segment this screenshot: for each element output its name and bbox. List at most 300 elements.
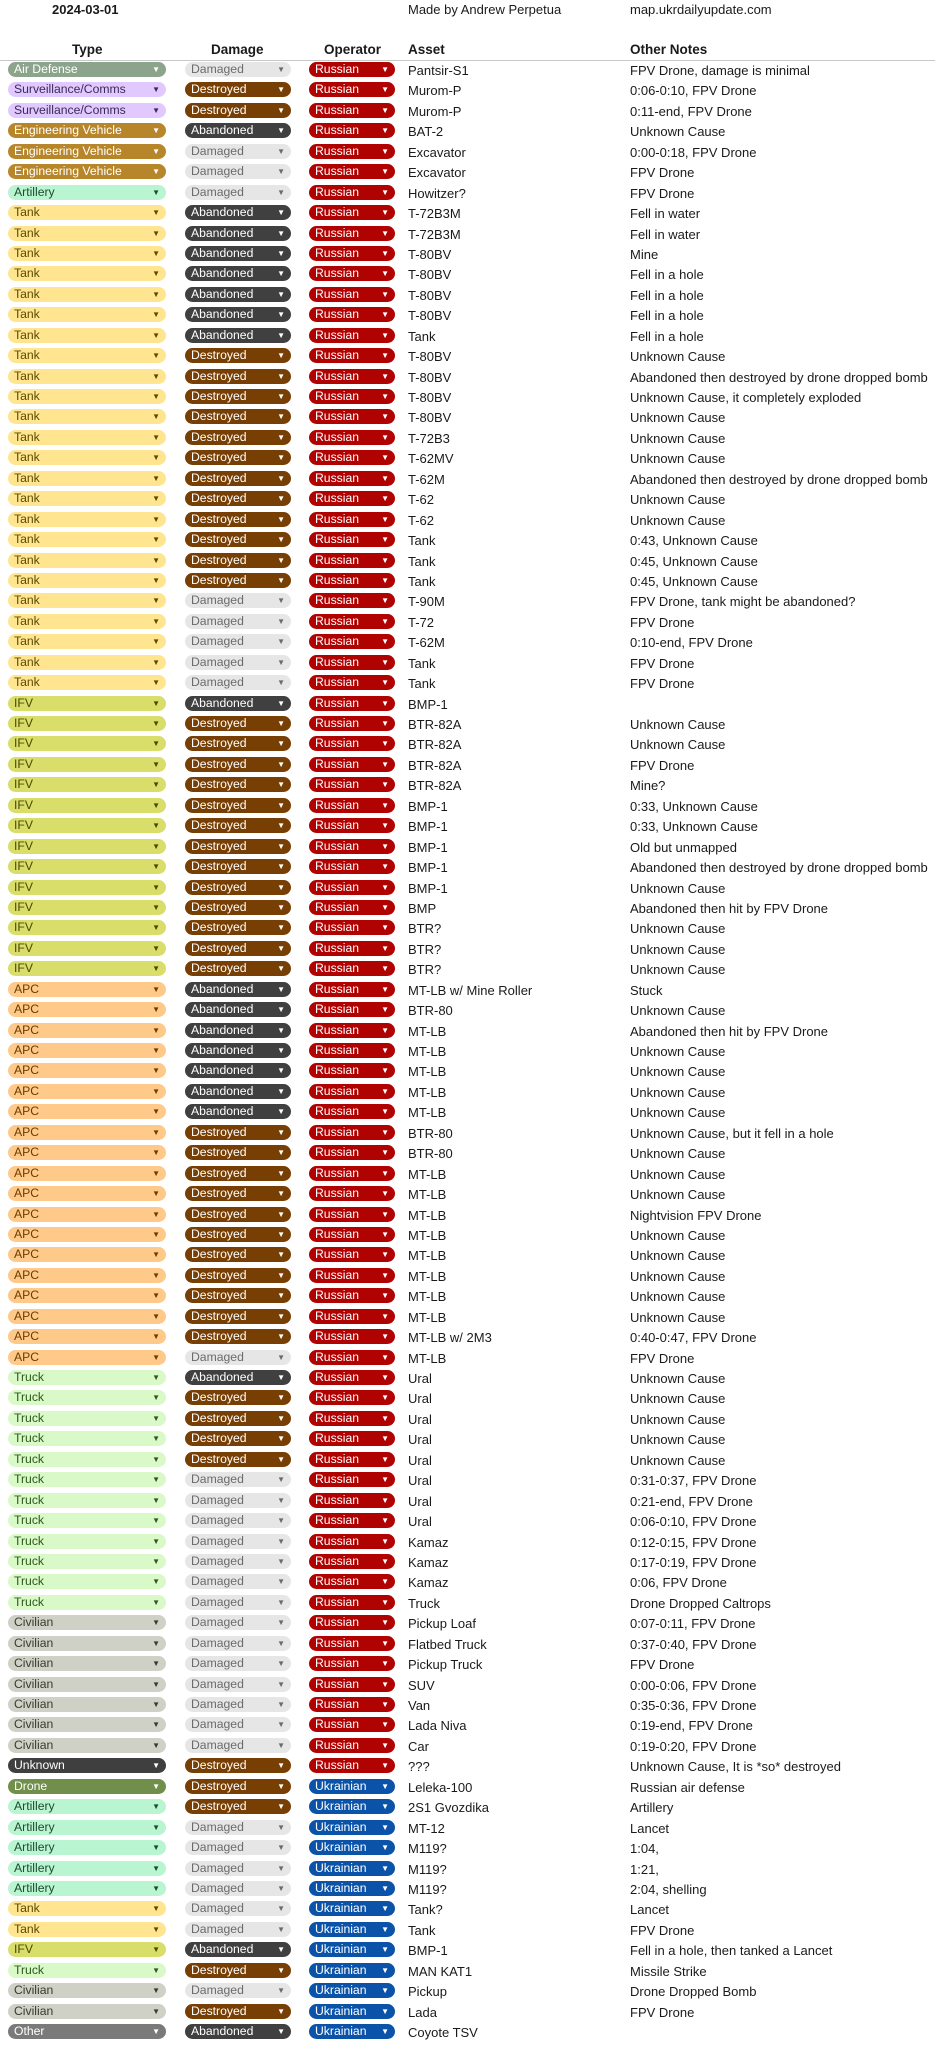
damage-select[interactable]: [185, 512, 291, 527]
type-select[interactable]: [8, 880, 166, 895]
operator-select[interactable]: [309, 307, 395, 322]
type-select[interactable]: [8, 1329, 166, 1344]
type-select[interactable]: [8, 1023, 166, 1038]
type-select[interactable]: [8, 1554, 166, 1569]
operator-select[interactable]: [309, 1574, 395, 1589]
damage-select[interactable]: [185, 1493, 291, 1508]
damage-select[interactable]: [185, 1820, 291, 1835]
damage-select[interactable]: [185, 859, 291, 874]
type-select[interactable]: [8, 1983, 166, 1998]
operator-select[interactable]: [309, 409, 395, 424]
operator-select[interactable]: [309, 1350, 395, 1365]
damage-select[interactable]: [185, 1901, 291, 1916]
operator-select[interactable]: [309, 1820, 395, 1835]
damage-select[interactable]: [185, 941, 291, 956]
type-select[interactable]: [8, 1799, 166, 1814]
type-select[interactable]: [8, 430, 166, 445]
type-select[interactable]: [8, 1595, 166, 1610]
damage-select[interactable]: [185, 1350, 291, 1365]
type-select[interactable]: [8, 532, 166, 547]
operator-select[interactable]: [309, 164, 395, 179]
operator-select[interactable]: [309, 1247, 395, 1262]
damage-select[interactable]: [185, 1534, 291, 1549]
damage-select[interactable]: [185, 1411, 291, 1426]
operator-select[interactable]: [309, 1104, 395, 1119]
damage-select[interactable]: [185, 409, 291, 424]
operator-select[interactable]: [309, 1023, 395, 1038]
type-select[interactable]: [8, 736, 166, 751]
operator-select[interactable]: [309, 798, 395, 813]
type-select[interactable]: [8, 1636, 166, 1651]
operator-select[interactable]: [309, 1861, 395, 1876]
operator-select[interactable]: [309, 389, 395, 404]
type-select[interactable]: [8, 1656, 166, 1671]
type-select[interactable]: [8, 1881, 166, 1896]
operator-select[interactable]: [309, 1084, 395, 1099]
operator-select[interactable]: [309, 1840, 395, 1855]
operator-select[interactable]: [309, 1227, 395, 1242]
damage-select[interactable]: [185, 1636, 291, 1651]
type-select[interactable]: [8, 1186, 166, 1201]
operator-select[interactable]: [309, 757, 395, 772]
type-select[interactable]: [8, 1758, 166, 1773]
damage-select[interactable]: [185, 1942, 291, 1957]
damage-select[interactable]: [185, 675, 291, 690]
type-select[interactable]: [8, 1166, 166, 1181]
damage-select[interactable]: [185, 1779, 291, 1794]
operator-select[interactable]: [309, 123, 395, 138]
operator-select[interactable]: [309, 1636, 395, 1651]
operator-select[interactable]: [309, 1595, 395, 1610]
operator-select[interactable]: [309, 62, 395, 77]
operator-select-label: Russian: [315, 1533, 360, 1548]
type-select[interactable]: [8, 164, 166, 179]
type-select[interactable]: [8, 62, 166, 77]
operator-select[interactable]: [309, 573, 395, 588]
damage-select[interactable]: [185, 226, 291, 241]
type-select[interactable]: [8, 757, 166, 772]
damage-select[interactable]: [185, 1063, 291, 1078]
damage-select[interactable]: [185, 634, 291, 649]
type-select[interactable]: [8, 471, 166, 486]
damage-select[interactable]: [185, 1452, 291, 1467]
damage-select[interactable]: [185, 736, 291, 751]
type-select[interactable]: [8, 1431, 166, 1446]
type-select[interactable]: [8, 634, 166, 649]
operator-select[interactable]: [309, 675, 395, 690]
damage-select[interactable]: [185, 246, 291, 261]
type-select[interactable]: [8, 1513, 166, 1528]
damage-select[interactable]: [185, 103, 291, 118]
type-select[interactable]: [8, 1247, 166, 1262]
type-select[interactable]: [8, 1104, 166, 1119]
damage-select[interactable]: [185, 369, 291, 384]
type-select[interactable]: [8, 266, 166, 281]
damage-select[interactable]: [185, 1104, 291, 1119]
damage-select[interactable]: [185, 553, 291, 568]
type-select[interactable]: [8, 900, 166, 915]
type-select[interactable]: [8, 185, 166, 200]
damage-select[interactable]: [185, 1227, 291, 1242]
operator-select[interactable]: [309, 1452, 395, 1467]
damage-select[interactable]: [185, 1084, 291, 1099]
type-select[interactable]: [8, 409, 166, 424]
type-select[interactable]: [8, 1390, 166, 1405]
operator-select[interactable]: [309, 1472, 395, 1487]
operator-select[interactable]: [309, 2024, 395, 2039]
type-select[interactable]: [8, 1574, 166, 1589]
damage-select[interactable]: [185, 164, 291, 179]
operator-select[interactable]: [309, 1186, 395, 1201]
operator-select[interactable]: [309, 103, 395, 118]
damage-select[interactable]: [185, 818, 291, 833]
operator-select[interactable]: [309, 246, 395, 261]
operator-select[interactable]: [309, 532, 395, 547]
operator-select[interactable]: [309, 328, 395, 343]
damage-select[interactable]: [185, 573, 291, 588]
type-select[interactable]: [8, 1738, 166, 1753]
type-select[interactable]: [8, 859, 166, 874]
operator-select[interactable]: [309, 226, 395, 241]
damage-select[interactable]: [185, 450, 291, 465]
operator-select[interactable]: [309, 859, 395, 874]
damage-select[interactable]: [185, 266, 291, 281]
damage-select[interactable]: [185, 1166, 291, 1181]
type-select[interactable]: [8, 614, 166, 629]
type-select[interactable]: [8, 1043, 166, 1058]
type-select[interactable]: [8, 573, 166, 588]
type-select[interactable]: [8, 103, 166, 118]
type-select[interactable]: [8, 696, 166, 711]
damage-select[interactable]: [185, 1922, 291, 1937]
operator-select[interactable]: [309, 696, 395, 711]
operator-select[interactable]: [309, 491, 395, 506]
type-select[interactable]: [8, 920, 166, 935]
type-select[interactable]: [8, 1084, 166, 1099]
type-select[interactable]: [8, 1697, 166, 1712]
damage-select[interactable]: [185, 1840, 291, 1855]
type-select[interactable]: [8, 389, 166, 404]
operator-select[interactable]: [309, 941, 395, 956]
damage-select[interactable]: [185, 900, 291, 915]
damage-select[interactable]: [185, 1697, 291, 1712]
damage-select[interactable]: [185, 1431, 291, 1446]
damage-select[interactable]: [185, 839, 291, 854]
operator-select[interactable]: [309, 1268, 395, 1283]
damage-select[interactable]: [185, 1329, 291, 1344]
damage-select[interactable]: [185, 961, 291, 976]
type-select[interactable]: [8, 655, 166, 670]
type-select[interactable]: [8, 1063, 166, 1078]
damage-select[interactable]: [185, 1247, 291, 1262]
damage-select[interactable]: [185, 185, 291, 200]
type-select[interactable]: [8, 2024, 166, 2039]
damage-select[interactable]: [185, 491, 291, 506]
damage-select[interactable]: [185, 1881, 291, 1896]
operator-select[interactable]: [309, 512, 395, 527]
type-select[interactable]: [8, 553, 166, 568]
type-select[interactable]: [8, 1493, 166, 1508]
type-select[interactable]: [8, 1779, 166, 1794]
operator-select[interactable]: [309, 82, 395, 97]
damage-select[interactable]: [185, 1288, 291, 1303]
type-select[interactable]: [8, 144, 166, 159]
operator-select[interactable]: [309, 634, 395, 649]
damage-select[interactable]: [185, 716, 291, 731]
damage-select[interactable]: [185, 614, 291, 629]
operator-select[interactable]: [309, 1799, 395, 1814]
damage-select[interactable]: [185, 1738, 291, 1753]
dropdown-arrow-icon: ▼: [277, 2006, 285, 2016]
operator-select[interactable]: [309, 716, 395, 731]
damage-select[interactable]: [185, 144, 291, 159]
damage-select[interactable]: [185, 430, 291, 445]
damage-select[interactable]: [185, 1472, 291, 1487]
operator-select[interactable]: [309, 471, 395, 486]
type-select[interactable]: [8, 1717, 166, 1732]
dropdown-arrow-icon: ▼: [381, 1945, 389, 1955]
operator-select[interactable]: [309, 430, 395, 445]
damage-select[interactable]: [185, 593, 291, 608]
operator-select[interactable]: [309, 1288, 395, 1303]
operator-select-label: Russian: [315, 899, 360, 914]
damage-select[interactable]: [185, 328, 291, 343]
type-select[interactable]: [8, 839, 166, 854]
damage-select[interactable]: [185, 777, 291, 792]
damage-select[interactable]: [185, 1554, 291, 1569]
operator-select[interactable]: [309, 1901, 395, 1916]
operator-select[interactable]: [309, 614, 395, 629]
type-select[interactable]: [8, 1145, 166, 1160]
type-select[interactable]: [8, 1227, 166, 1242]
operator-select[interactable]: [309, 880, 395, 895]
operator-select[interactable]: [309, 1002, 395, 1017]
damage-select[interactable]: [185, 1717, 291, 1732]
type-select[interactable]: [8, 777, 166, 792]
type-select[interactable]: [8, 1002, 166, 1017]
damage-select[interactable]: [185, 205, 291, 220]
operator-select[interactable]: [309, 1738, 395, 1753]
operator-select[interactable]: [309, 2004, 395, 2019]
operator-select[interactable]: [309, 1881, 395, 1896]
type-select[interactable]: [8, 287, 166, 302]
damage-select[interactable]: [185, 348, 291, 363]
damage-select[interactable]: [185, 1043, 291, 1058]
type-select[interactable]: [8, 348, 166, 363]
operator-select[interactable]: [309, 1370, 395, 1385]
damage-select[interactable]: [185, 880, 291, 895]
operator-select[interactable]: [309, 348, 395, 363]
damage-select[interactable]: [185, 798, 291, 813]
operator-select[interactable]: [309, 1615, 395, 1630]
type-select[interactable]: [8, 593, 166, 608]
operator-select-label: Russian: [315, 1390, 360, 1405]
damage-select[interactable]: [185, 1186, 291, 1201]
operator-select[interactable]: [309, 287, 395, 302]
damage-select[interactable]: [185, 1799, 291, 1814]
operator-select[interactable]: [309, 1043, 395, 1058]
operator-select[interactable]: [309, 1309, 395, 1324]
operator-select[interactable]: [309, 1717, 395, 1732]
damage-select[interactable]: [185, 1574, 291, 1589]
type-select[interactable]: [8, 1820, 166, 1835]
damage-select[interactable]: [185, 982, 291, 997]
operator-select[interactable]: [309, 1534, 395, 1549]
type-select[interactable]: [8, 491, 166, 506]
operator-select[interactable]: [309, 553, 395, 568]
damage-select[interactable]: [185, 1513, 291, 1528]
damage-select[interactable]: [185, 1595, 291, 1610]
type-select[interactable]: [8, 1452, 166, 1467]
operator-select[interactable]: [309, 450, 395, 465]
type-select[interactable]: [8, 1963, 166, 1978]
operator-select[interactable]: [309, 900, 395, 915]
type-select[interactable]: [8, 1309, 166, 1324]
damage-select[interactable]: [185, 2024, 291, 2039]
operator-select[interactable]: [309, 1779, 395, 1794]
type-select[interactable]: [8, 1472, 166, 1487]
operator-select[interactable]: [309, 1390, 395, 1405]
damage-select[interactable]: [185, 757, 291, 772]
damage-select[interactable]: [185, 1758, 291, 1773]
operator-select[interactable]: [309, 185, 395, 200]
type-select[interactable]: [8, 1268, 166, 1283]
type-select[interactable]: [8, 798, 166, 813]
dropdown-arrow-icon: ▼: [277, 923, 285, 933]
type-select[interactable]: [8, 246, 166, 261]
dropdown-arrow-icon: ▼: [381, 1066, 389, 1076]
damage-select[interactable]: [185, 1207, 291, 1222]
damage-select[interactable]: [185, 62, 291, 77]
type-select[interactable]: [8, 941, 166, 956]
operator-select[interactable]: [309, 982, 395, 997]
operator-select[interactable]: [309, 1063, 395, 1078]
damage-select[interactable]: [185, 532, 291, 547]
operator-select[interactable]: [309, 1922, 395, 1937]
operator-select[interactable]: [309, 144, 395, 159]
type-select[interactable]: [8, 818, 166, 833]
operator-select[interactable]: [309, 593, 395, 608]
type-select[interactable]: [8, 1370, 166, 1385]
operator-select[interactable]: [309, 839, 395, 854]
operator-select[interactable]: [309, 655, 395, 670]
type-select[interactable]: [8, 307, 166, 322]
damage-select[interactable]: [185, 1963, 291, 1978]
type-select[interactable]: [8, 512, 166, 527]
damage-select[interactable]: [185, 389, 291, 404]
operator-select[interactable]: [309, 1431, 395, 1446]
damage-select[interactable]: [185, 1861, 291, 1876]
type-select[interactable]: [8, 1677, 166, 1692]
damage-select[interactable]: [185, 1268, 291, 1283]
damage-select[interactable]: [185, 471, 291, 486]
damage-select[interactable]: [185, 1145, 291, 1160]
type-select[interactable]: [8, 1840, 166, 1855]
operator-select-label: Ukrainian: [315, 1860, 367, 1875]
damage-select[interactable]: [185, 655, 291, 670]
operator-select[interactable]: [309, 1656, 395, 1671]
type-select[interactable]: [8, 961, 166, 976]
type-select[interactable]: [8, 1125, 166, 1140]
damage-select[interactable]: [185, 307, 291, 322]
damage-select[interactable]: [185, 2004, 291, 2019]
damage-select[interactable]: [185, 1390, 291, 1405]
type-select[interactable]: [8, 1288, 166, 1303]
damage-select[interactable]: [185, 1125, 291, 1140]
damage-select[interactable]: [185, 920, 291, 935]
type-select[interactable]: [8, 1922, 166, 1937]
type-select[interactable]: [8, 1901, 166, 1916]
damage-select[interactable]: [185, 1309, 291, 1324]
type-select[interactable]: [8, 82, 166, 97]
damage-select[interactable]: [185, 1023, 291, 1038]
type-select[interactable]: [8, 369, 166, 384]
operator-select[interactable]: [309, 1697, 395, 1712]
operator-select[interactable]: [309, 205, 395, 220]
operator-select[interactable]: [309, 1963, 395, 1978]
damage-select[interactable]: [185, 1677, 291, 1692]
operator-select[interactable]: [309, 1942, 395, 1957]
operator-select[interactable]: [309, 961, 395, 976]
damage-select[interactable]: [185, 696, 291, 711]
damage-select[interactable]: [185, 123, 291, 138]
operator-select[interactable]: [309, 1513, 395, 1528]
operator-select[interactable]: [309, 266, 395, 281]
operator-select[interactable]: [309, 920, 395, 935]
type-select[interactable]: [8, 1350, 166, 1365]
type-select[interactable]: [8, 2004, 166, 2019]
operator-select[interactable]: [309, 1207, 395, 1222]
type-select[interactable]: [8, 205, 166, 220]
damage-select[interactable]: [185, 1983, 291, 1998]
damage-select[interactable]: [185, 82, 291, 97]
type-select[interactable]: [8, 450, 166, 465]
type-select[interactable]: [8, 1411, 166, 1426]
type-select[interactable]: [8, 982, 166, 997]
operator-select[interactable]: [309, 818, 395, 833]
damage-select[interactable]: [185, 287, 291, 302]
operator-select[interactable]: [309, 369, 395, 384]
type-select[interactable]: [8, 716, 166, 731]
type-select[interactable]: [8, 675, 166, 690]
damage-select[interactable]: [185, 1656, 291, 1671]
operator-select[interactable]: [309, 1125, 395, 1140]
type-select[interactable]: [8, 226, 166, 241]
damage-select[interactable]: [185, 1615, 291, 1630]
type-select[interactable]: [8, 1861, 166, 1876]
type-select[interactable]: [8, 1615, 166, 1630]
operator-select[interactable]: [309, 1145, 395, 1160]
operator-select[interactable]: [309, 1758, 395, 1773]
operator-select[interactable]: [309, 1554, 395, 1569]
operator-select[interactable]: [309, 777, 395, 792]
operator-select[interactable]: [309, 1677, 395, 1692]
operator-select[interactable]: [309, 1411, 395, 1426]
type-select[interactable]: [8, 1942, 166, 1957]
operator-select[interactable]: [309, 1493, 395, 1508]
damage-select[interactable]: [185, 1002, 291, 1017]
type-select[interactable]: [8, 328, 166, 343]
operator-select-label: Russian: [315, 675, 360, 690]
operator-select[interactable]: [309, 736, 395, 751]
type-select[interactable]: [8, 1207, 166, 1222]
damage-select[interactable]: [185, 1370, 291, 1385]
operator-select[interactable]: [309, 1329, 395, 1344]
type-select[interactable]: [8, 123, 166, 138]
operator-select[interactable]: [309, 1983, 395, 1998]
operator-select[interactable]: [309, 1166, 395, 1181]
type-select[interactable]: [8, 1534, 166, 1549]
